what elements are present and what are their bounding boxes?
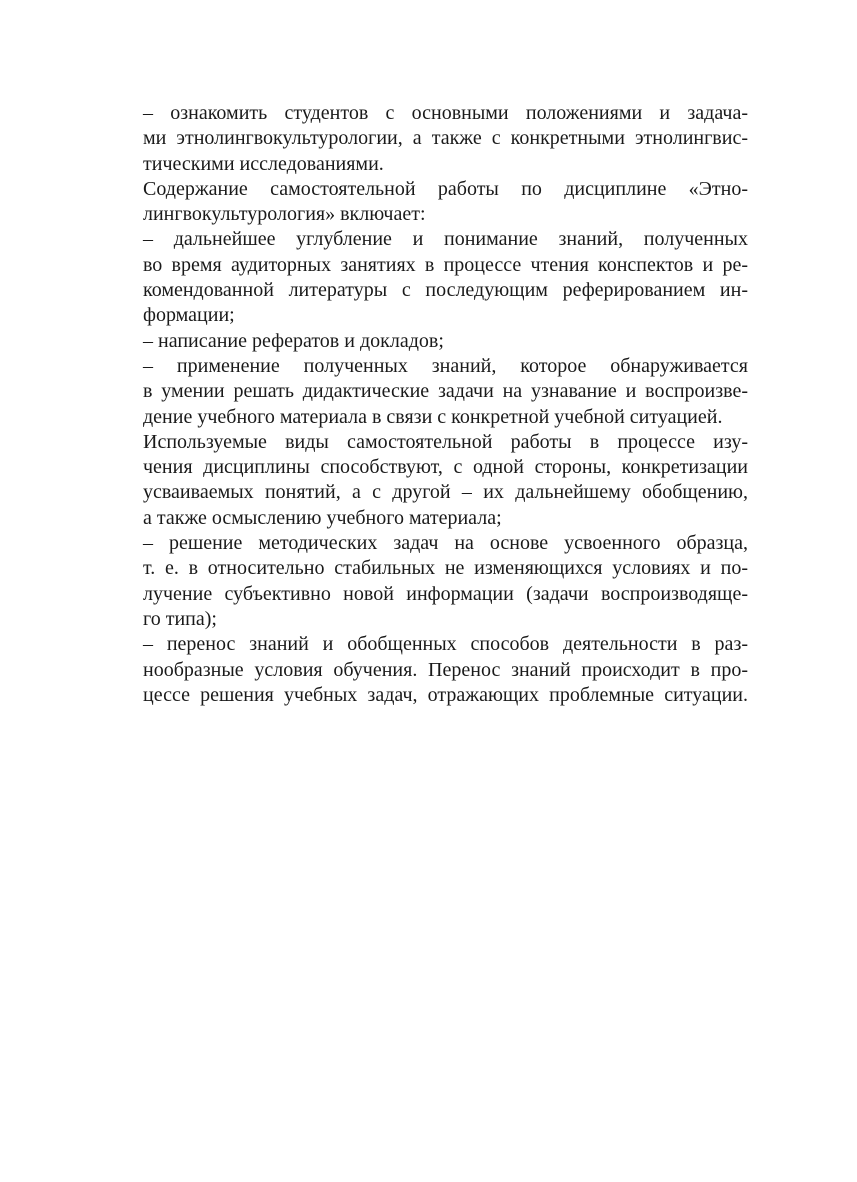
paragraph-work-types: [101, 430, 748, 531]
text-line: – дальнейшее углубление и понимание знаний, полученных: [143, 228, 748, 251]
text-line: дение учебного материала в связи с конкретной учебной ситуацией.: [143, 405, 723, 428]
text-line: го типа);: [143, 607, 217, 630]
text-line: усваиваемых понятий, а с другой – их дальнейшему обобщению,: [143, 481, 748, 504]
text-line: – перенос знаний и обобщенных способов деятельности в раз-: [143, 633, 748, 656]
text-line: Содержание самостоятельной работы по дисциплине «Этно-: [143, 177, 748, 200]
text-line: цессе решения учебных задач, отражающих проблемные ситуации.: [143, 683, 748, 706]
paragraph-item-writing: [101, 329, 748, 354]
text-line: т. е. в относительно стабильных не изменяющихся условиях и по-: [143, 557, 748, 580]
text-line: Используемые виды самостоятельной работы в процессе изу-: [143, 430, 748, 453]
text-line: во время аудиторных занятиях в процессе чтения конспектов и ре-: [143, 253, 748, 276]
text-line: тическими исследованиями.: [143, 152, 384, 175]
paragraph-item-method-tasks: [101, 531, 748, 632]
text-line: чения дисциплины способствуют, с одной стороны, конкретизации: [143, 456, 748, 479]
text-line: лингвокультурология» включает:: [143, 203, 426, 226]
paragraph-item-application: [101, 354, 748, 430]
text-line: нообразные условия обучения. Перенос знаний происходит в про-: [143, 658, 748, 681]
text-line: – ознакомить студентов с основными положениями и задача-: [143, 102, 748, 124]
page-body: [101, 101, 748, 708]
paragraph-item-deepening: [101, 227, 748, 328]
paragraph-item-transfer: [101, 632, 748, 708]
text-line: – решение методических задач на основе усвоенного образца,: [143, 532, 748, 555]
text-line: ми этнолингвокультурологии, а также с конкретными этнолингвис-: [143, 127, 748, 150]
text-line: – применение полученных знаний, которое обнаруживается: [143, 354, 748, 377]
text-line: в умении решать дидактические задачи на узнавание и воспроизве-: [143, 380, 748, 403]
text-line: лучение субъективно новой информации (задачи воспроизводяще-: [143, 582, 748, 605]
text-line: а также осмыслению учебного материала;: [143, 506, 502, 529]
paragraph-content-intro: [101, 177, 748, 228]
text-line: комендованной литературы с последующим реферированием ин-: [143, 279, 748, 302]
paragraph-goal-introduce: [101, 101, 748, 177]
text-line: – написание рефератов и докладов;: [143, 329, 444, 352]
text-line: формации;: [143, 304, 235, 327]
